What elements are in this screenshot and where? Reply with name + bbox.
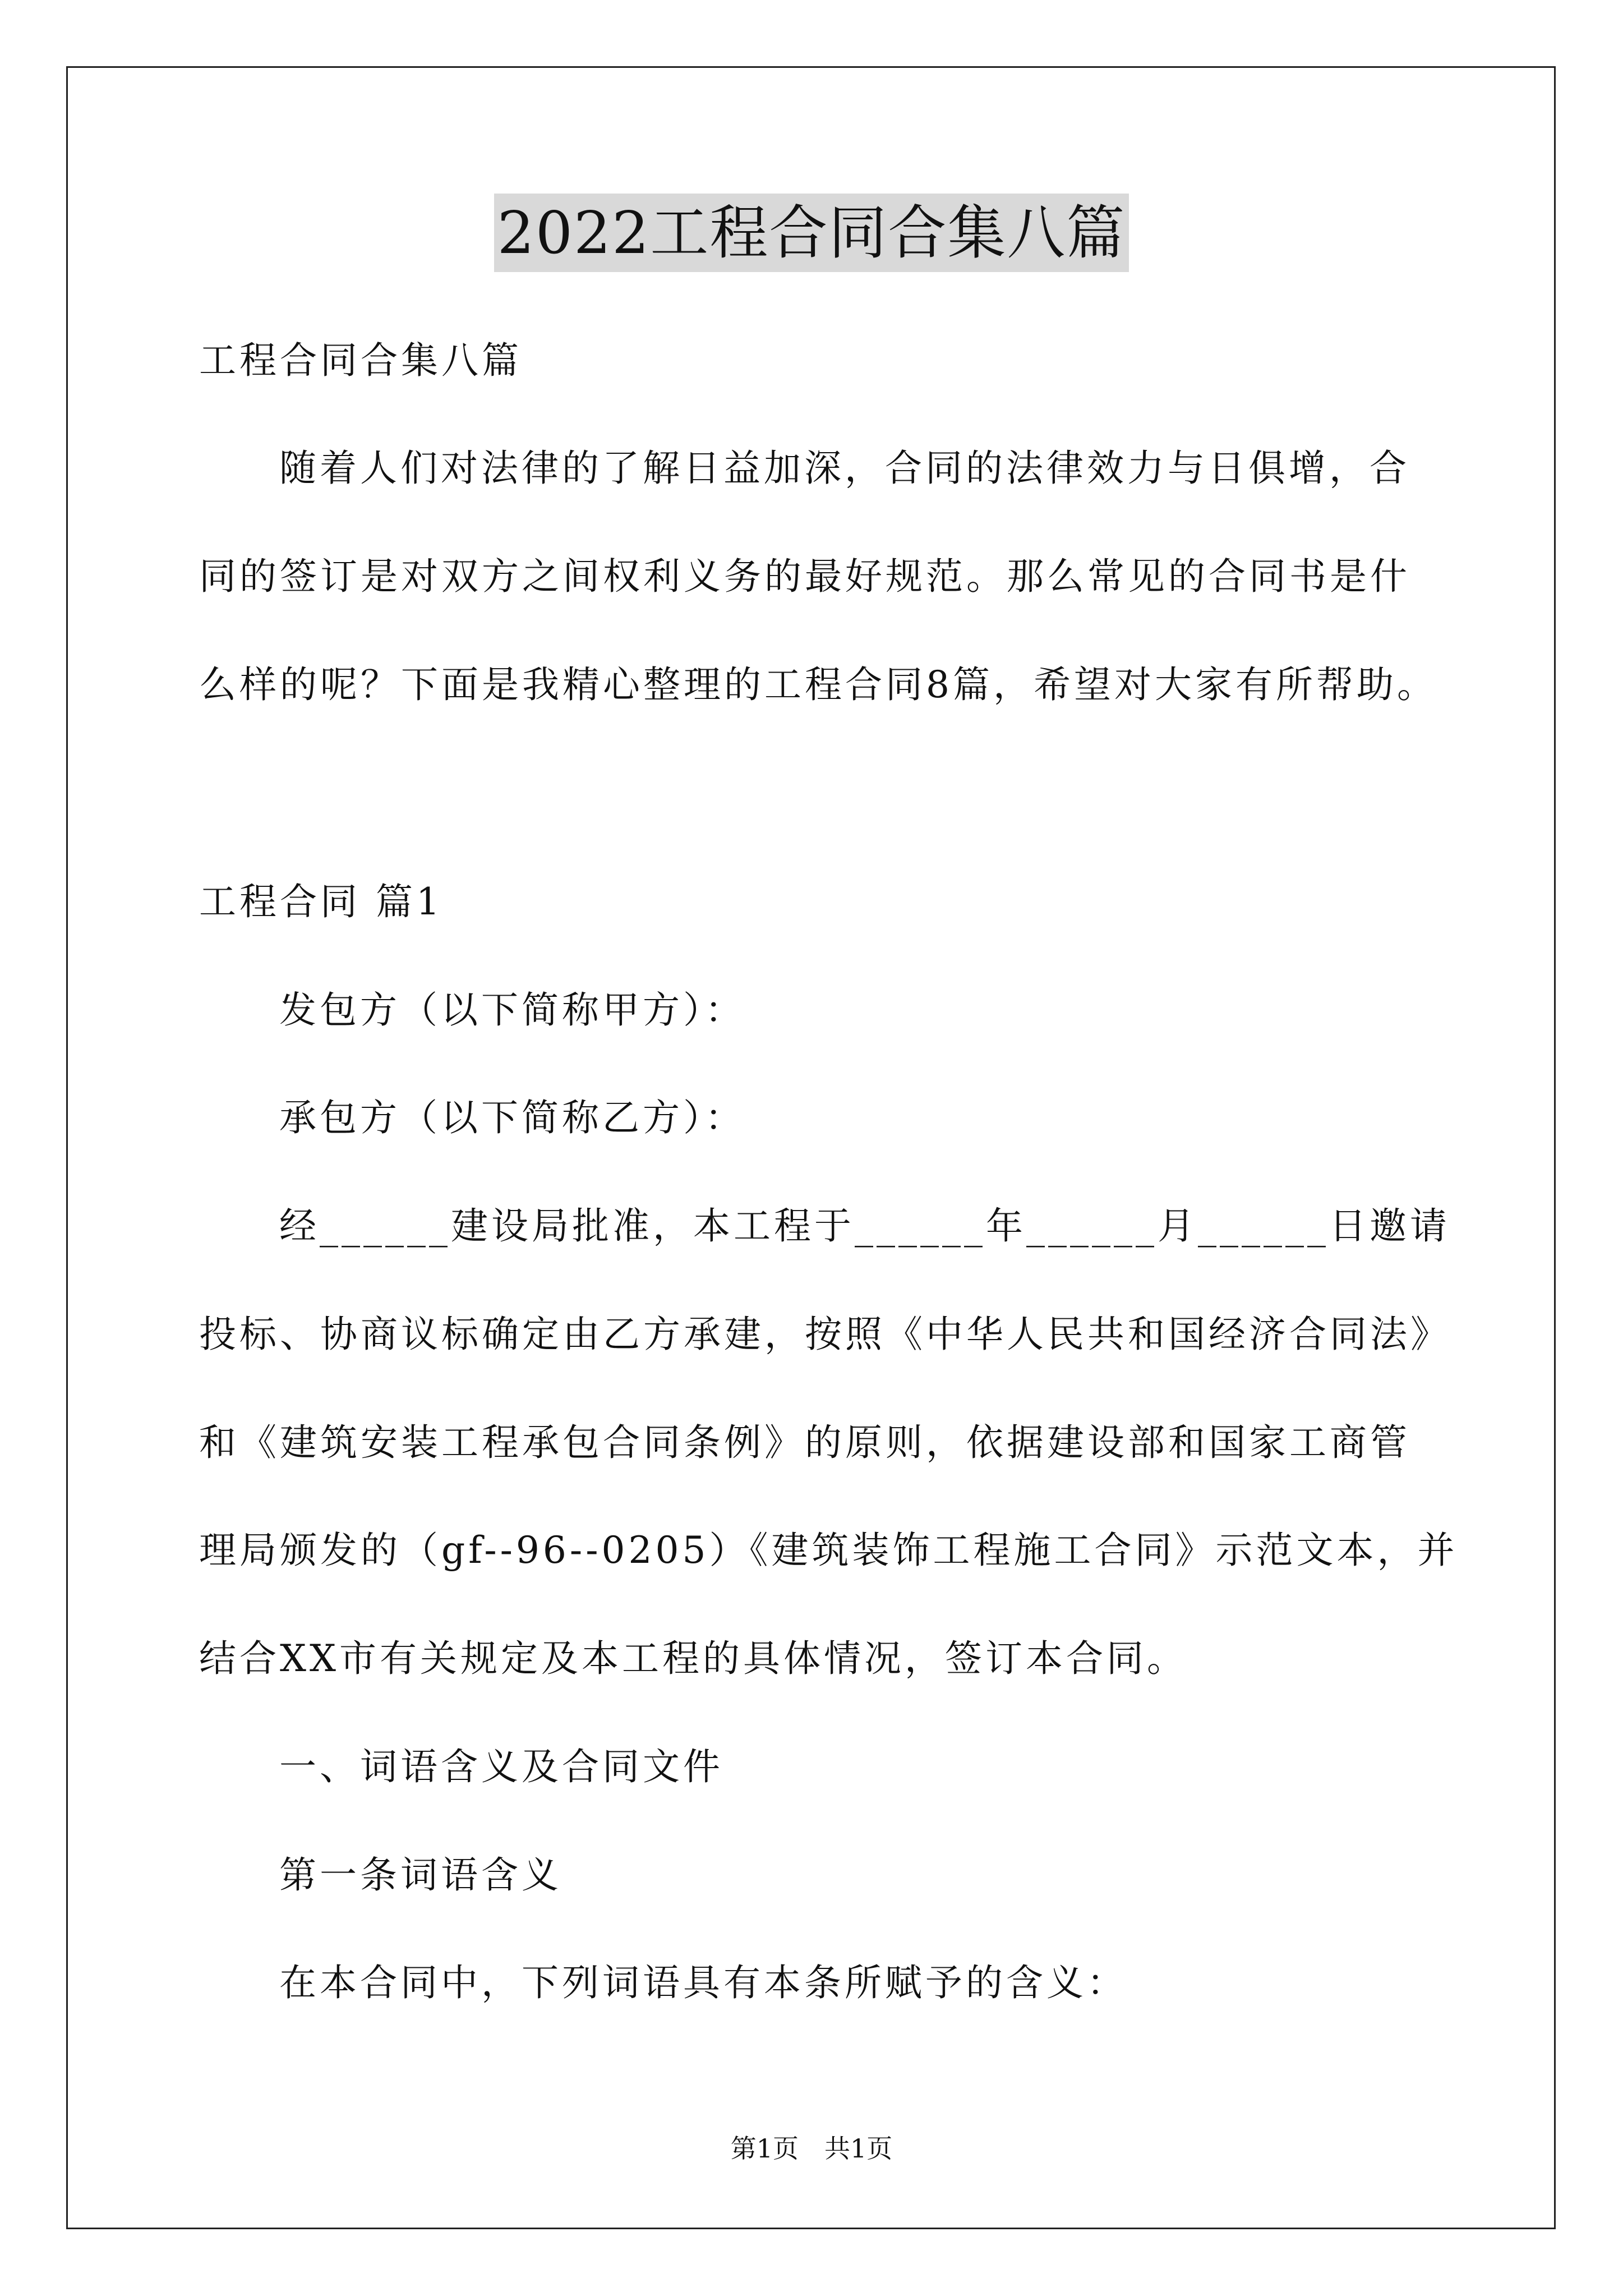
party-a-line: 发包方（以下简称甲方）： bbox=[279, 988, 745, 1032]
chapter-heading: 一、词语含义及合同文件 bbox=[279, 1745, 723, 1788]
body-line-2: 投标、协商议标确定由乙方承建，按照《中华人民共和国经济合同法》 bbox=[199, 1313, 1451, 1356]
article-heading: 第一条词语含义 bbox=[279, 1853, 562, 1897]
document-title: 2022工程合同合集八篇 bbox=[494, 194, 1129, 272]
intro-line-3: 么样的呢？下面是我精心整理的工程合同8篇，希望对大家有所帮助。 bbox=[199, 663, 1437, 706]
body-line-4: 理局颁发的（gf--96--0205）《建筑装饰工程施工合同》示范文本，并 bbox=[199, 1529, 1458, 1572]
article-text: 在本合同中，下列词语具有本条所赋予的含义： bbox=[279, 1961, 1127, 2004]
body-line-3: 和《建筑安装工程承包合同条例》的原则，依据建设部和国家工商管 bbox=[199, 1421, 1410, 1464]
title-container bbox=[0, 194, 1623, 272]
document-subtitle: 工程合同合集八篇 bbox=[199, 339, 522, 382]
party-b-line: 承包方（以下简称乙方）： bbox=[279, 1096, 745, 1139]
intro-line-1: 随着人们对法律的了解日益加深，合同的法律效力与日俱增，合 bbox=[279, 447, 1410, 490]
intro-line-2: 同的签订是对双方之间权利义务的最好规范。那么常见的合同书是什 bbox=[199, 555, 1410, 598]
body-line-5: 结合XX市有关规定及本工程的具体情况，签订本合同。 bbox=[199, 1637, 1187, 1680]
page-border bbox=[66, 66, 1556, 2229]
section-heading: 工程合同 篇1 bbox=[199, 880, 443, 923]
body-line-1: 经______建设局批准，本工程于______年______月______日邀请 bbox=[279, 1204, 1450, 1248]
page-number: 第1页 共1页 bbox=[730, 2133, 893, 2164]
